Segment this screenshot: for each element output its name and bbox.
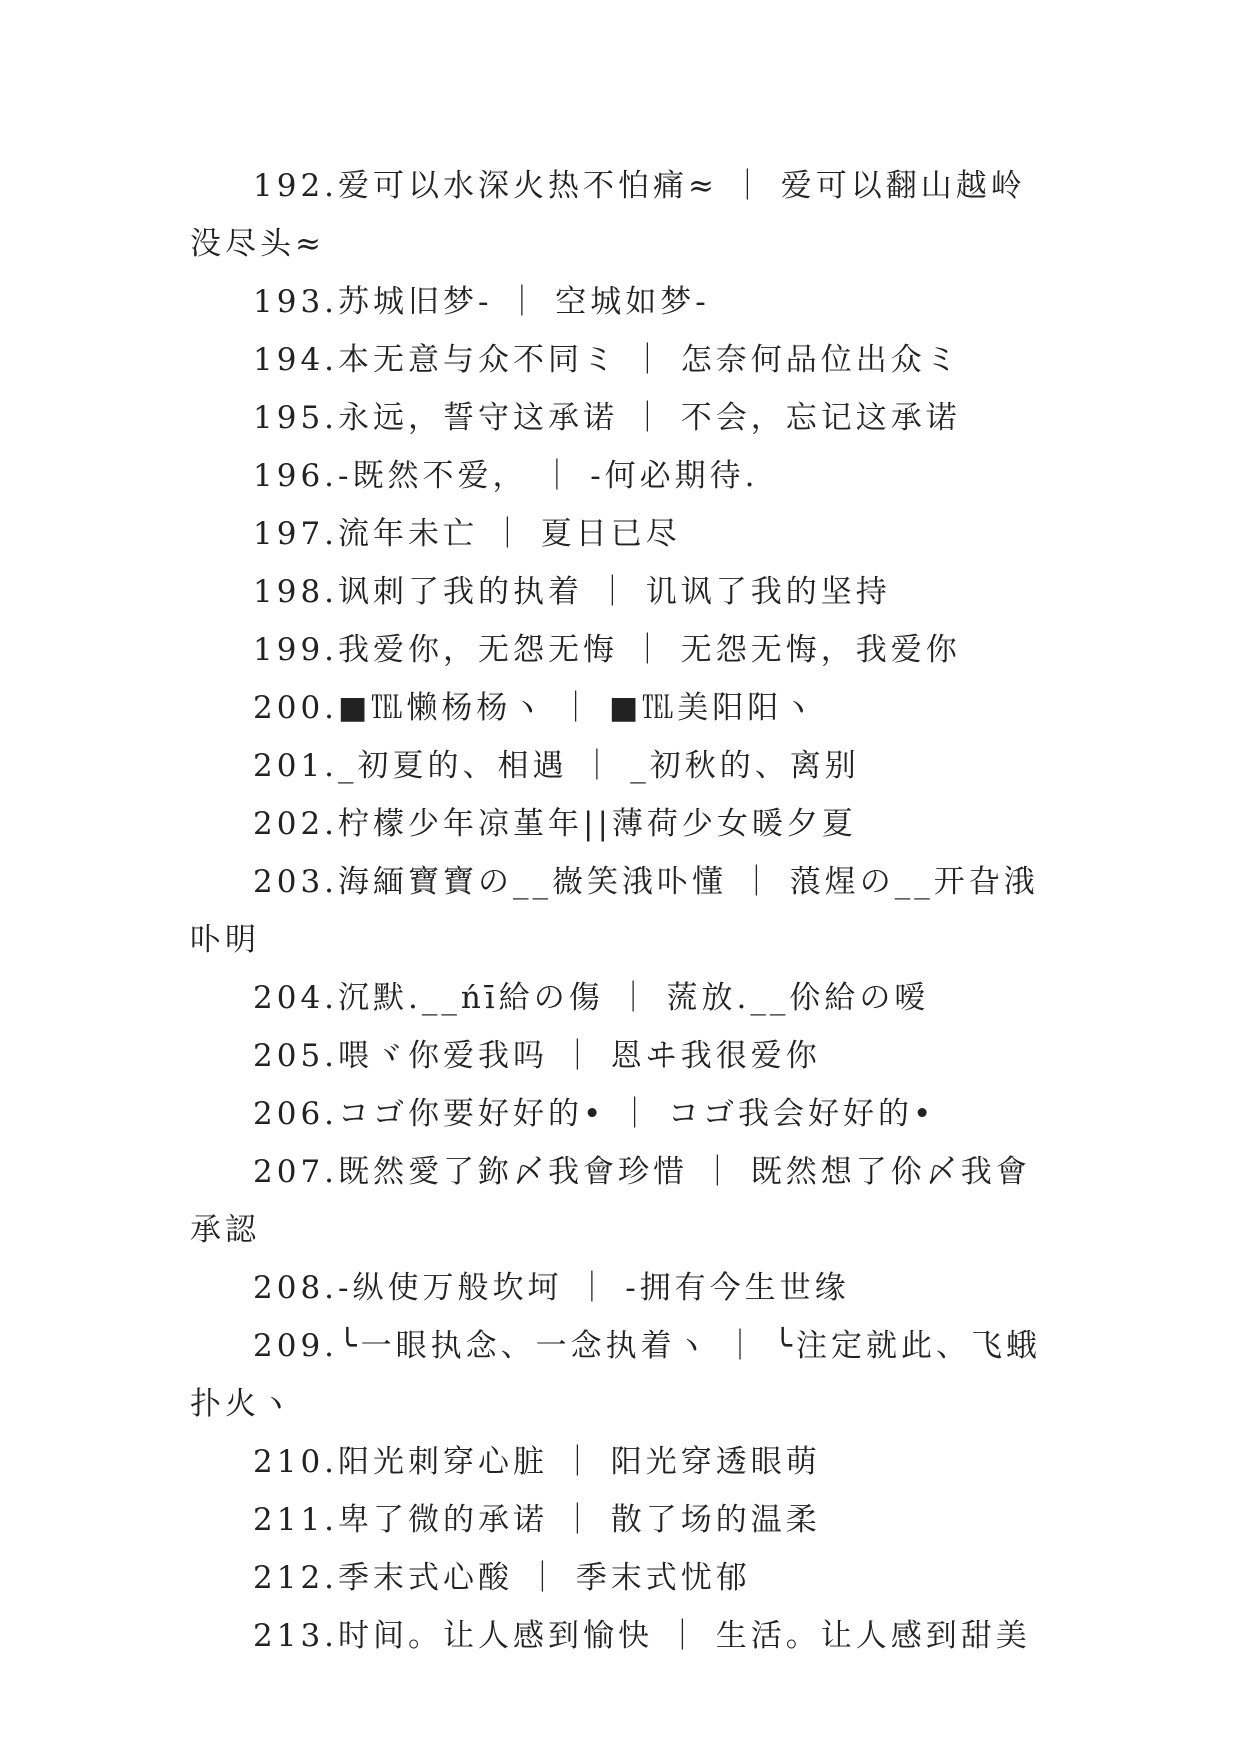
list-item: 213.时间。让人感到愉快 ｜ 生活。让人感到甜美 (253, 1618, 1031, 1654)
list-item: 201._初夏的、相遇 ｜ _初秋的、离别 (253, 748, 860, 784)
list-item: 197.流年未亡 ｜ 夏日已尽 (253, 516, 681, 552)
list-item: 204.沉默.__ńī給の傷 ｜ 蓅放.__伱給の嗳 (253, 980, 930, 1016)
list-item: 192.爱可以水深火热不怕痛≈ ｜ 爱可以翻山越岭没尽头≈ (190, 168, 1026, 262)
list-item: 205.喂ヾ你爱我吗 ｜ 恩ヰ我很爱你 (253, 1038, 821, 1074)
list-item: 196.-既然不爱， ｜ -何必期待. (253, 458, 759, 494)
list-item: 200.■℡懒杨杨ヽ ｜ ■℡美阳阳ヽ (253, 690, 818, 726)
list-item: 193.苏城旧梦- ｜ 空城如梦- (253, 284, 710, 320)
list-item: 194.本无意与众不同ミ ｜ 怎奈何品位出众ミ (253, 342, 961, 378)
list-item: 202.柠檬少年凉堇年||薄荷少女暖夕夏 (253, 806, 857, 842)
list-item: 210.阳光刺穿心脏 ｜ 阳光穿透眼萌 (253, 1444, 821, 1480)
list-item: 206.コゴ你要好好的• ｜ コゴ我会好好的• (253, 1096, 936, 1132)
list-item: 203.海緬寶寶の__嶶笑涐卟懂 ｜ 蒗煋の__开旮涐卟明 (190, 864, 1039, 958)
list-item: 198.讽刺了我的执着 ｜ 讥讽了我的坚持 (253, 574, 891, 610)
list-item: 211.卑了微的承诺 ｜ 散了场的温柔 (253, 1502, 821, 1538)
list-item: 209.╰一眼执念、一念执着ヽ ｜ ╰注定就此、飞蛾扑火ヽ (190, 1328, 1042, 1422)
list-item: 208.-纵使万般坎坷 ｜ -拥有今生世缘 (253, 1270, 850, 1306)
list-item: 212.季末式心酸 ｜ 季末式忧郁 (253, 1560, 751, 1596)
list-item: 199.我爱你，无怨无悔 ｜ 无怨无悔，我爱你 (253, 632, 961, 668)
document-page (190, 157, 1050, 1665)
list-item: 207.既然愛了鉨〆我會珍惜 ｜ 既然想了伱〆我會承認 (190, 1154, 1031, 1248)
list-item: 195.永远，誓守这承诺 ｜ 不会，忘记这承诺 (253, 400, 961, 436)
